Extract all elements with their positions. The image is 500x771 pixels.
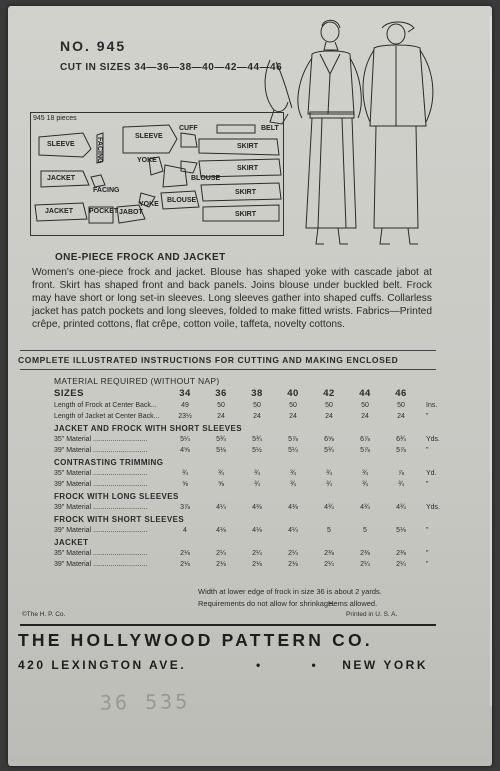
instructions-note: COMPLETE ILLUSTRATED INSTRUCTIONS FOR CUTTING AND MAKING ENCLOSED [18,355,399,365]
row-label: JACKET AND FROCK WITH SHORT SLEEVES [54,424,242,433]
table-cell: 2¼ [396,561,406,568]
row-label: 39" Material ............................ [54,447,148,454]
row-label: Length of Jacket at Center Back... [54,413,160,420]
sizes-row [54,388,444,402]
table-cell: 2¼ [252,550,262,557]
size-cell: 42 [323,388,335,399]
table-cell: 50 [397,402,405,409]
table-cell: 2⅛ [180,550,190,557]
table-cell: 4⅜ [288,504,298,511]
table-group-heading [54,492,444,504]
table-row [54,504,444,515]
table-cell: 5¾ [324,447,334,454]
table-cell: 4⅝ [180,447,190,454]
table-cell: 2¼ [360,561,370,568]
unit-label: " [426,550,429,557]
table-cell: 4⅛ [216,527,226,534]
cut-sizes: CUT IN SIZES 34—36—38—40—42—44—46 [60,62,283,73]
table-cell: 50 [361,402,369,409]
table-cell: 2⅛ [252,561,262,568]
piece-label: BLOUSE [191,175,221,182]
shrinkage-note: Requirements do not allow for shrinkage. [198,599,335,608]
table-group-heading [54,458,444,470]
divider [20,624,436,626]
table-row [54,436,444,447]
table-row [54,447,444,458]
unit-label: Ins. [426,402,438,409]
table-group-heading [54,515,444,527]
company-name: THE HOLLYWOOD PATTERN CO. [18,630,373,650]
printed-in: Printed in U. S. A. [346,611,398,618]
table-cell: 2¼ [216,550,226,557]
table-cell: 23½ [178,413,192,420]
table-cell: 5⅞ [396,447,406,454]
row-label: 35" Material ............................ [54,436,148,443]
table-cell: ¾ [290,481,296,488]
table-row [54,413,444,424]
table-row [54,561,444,572]
table-cell: 4¾ [324,504,334,511]
row-label: JACKET [54,538,89,547]
piece-label: YOKE [139,201,159,208]
table-cell: 5¾ [216,436,226,443]
table-cell: ⅞ [398,470,404,477]
table-cell: 4 [183,527,187,534]
size-cell: 34 [179,388,191,399]
table-group-heading [54,424,444,436]
table-cell: 2⅜ [324,550,334,557]
table-cell: 2⅛ [180,561,190,568]
table-cell: ¾ [326,470,332,477]
piece-label: FACING [96,137,103,164]
piece-label: SLEEVE [135,133,163,140]
piece-label: BLOUSE [167,197,197,204]
table-cell: 24 [397,413,405,420]
pieces-heading: 945 18 pieces [33,115,77,122]
section-title: ONE-PIECE FROCK AND JACKET [55,252,226,263]
table-cell: 5⅛ [216,447,226,454]
unit-label: " [426,527,429,534]
table-cell: 5⅛ [396,527,406,534]
hems-note: Hems allowed. [328,599,378,608]
size-cell: 40 [287,388,299,399]
piece-label: CUFF [179,125,198,132]
row-label: 39" Material ............................ [54,561,148,568]
table-cell: 4¼ [216,504,226,511]
table-cell: 2⅜ [360,550,370,557]
row-label: 35" Material ............................ [54,470,148,477]
piece-label: SKIRT [237,143,258,150]
table-cell: 2⅛ [216,561,226,568]
table-cell: 5 [327,527,331,534]
table-cell: 6⅝ [324,436,334,443]
table-cell: 5¾ [252,436,262,443]
row-label: Length of Frock at Center Back... [54,402,157,409]
table-cell: ¾ [398,481,404,488]
piece-label: FACING [93,187,120,194]
pattern-pieces-diagram [30,112,284,236]
copyright: ©The H. P. Co. [22,611,66,618]
sizes-label: SIZES [54,388,84,399]
address-dots: • • [256,658,340,672]
piece-label: SKIRT [235,211,256,218]
description-text: Women's one-piece frock and jacket. Blouse has shaped yoke with cascade jabot at front. Skirt has shaped front and back panels. Joins blouse under buckled belt. Frock may have short or long set-in sleeves. Long sleeves gather into shaped cuffs. Collarless jacket has patch pockets and long sleeves, folded to make fitted wrists. Fabrics—Printed crêpe, printed cottons, flat crêpe, cotton voile, taffeta, novelty cottons. [32,267,432,330]
piece-label: SKIRT [237,165,258,172]
row-label: FROCK WITH SHORT SLEEVES [54,515,185,524]
row-label: FROCK WITH LONG SLEEVES [54,492,179,501]
pattern-number: NO. 945 [60,38,127,54]
table-cell: 5⅞ [288,436,298,443]
unit-label: " [426,413,429,420]
material-table [54,388,444,572]
table-cell: 5¼ [180,436,190,443]
table-cell: 4¼ [288,527,298,534]
row-label: CONTRASTING TRIMMING [54,458,164,467]
table-cell: 24 [361,413,369,420]
table-cell: ⅝ [182,481,188,488]
table-cell: 5⅞ [360,447,370,454]
table-cell: 4⅛ [252,527,262,534]
piece-label: SKIRT [235,189,256,196]
stamped-number: 36 535 [99,689,191,715]
divider [20,369,436,370]
company-address [18,658,428,672]
table-cell: 5 [363,527,367,534]
unit-label: Yds. [426,436,441,443]
unit-label: Yd. [426,470,437,477]
table-row [54,470,444,481]
table-cell: ¾ [326,481,332,488]
unit-label: Yds. [426,504,441,511]
piece-label: JACKET [45,208,74,215]
table-cell: 4¾ [360,504,370,511]
table-cell: 3⅞ [180,504,190,511]
table-cell: ¾ [362,470,368,477]
size-cell: 46 [395,388,407,399]
piece-label: POCKET [89,208,119,215]
table-row [54,402,444,413]
size-cell: 36 [215,388,227,399]
table-row [54,527,444,538]
table-cell: ¾ [254,470,260,477]
table-cell: 24 [289,413,297,420]
size-cell: 44 [359,388,371,399]
size-cell: 38 [251,388,263,399]
unit-label: " [426,561,429,568]
table-cell: ¾ [254,481,260,488]
fashion-illustration [258,18,458,258]
row-label: 39" Material ............................ [54,504,148,511]
row-label: 39" Material ............................ [54,527,148,534]
table-cell: 24 [325,413,333,420]
piece-label: JABOT [119,209,143,216]
table-cell: ⅝ [218,481,224,488]
table-group-heading [54,538,444,550]
row-label: 39" Material ............................ [54,481,148,488]
piece-label: JACKET [47,175,76,182]
table-cell: ¾ [362,481,368,488]
table-cell: 4¾ [396,504,406,511]
unit-label: " [426,481,429,488]
table-cell: ¾ [182,470,188,477]
table-cell: 2⅛ [288,561,298,568]
table-cell: 24 [253,413,261,420]
table-cell: 6⅞ [360,436,370,443]
unit-label: " [426,447,429,454]
table-cell: ¾ [290,470,296,477]
table-cell: 50 [289,402,297,409]
piece-label: SLEEVE [47,141,75,148]
piece-label: YOKE [137,157,157,164]
table-cell: 50 [217,402,225,409]
table-cell: 49 [181,402,189,409]
table-cell: 6¾ [396,436,406,443]
row-label: 35" Material ............................ [54,550,148,557]
table-row [54,481,444,492]
table-cell: 2⅜ [396,550,406,557]
city: NEW YORK [342,658,428,672]
divider [20,350,436,351]
table-cell: 2¼ [288,550,298,557]
table-row [54,550,444,561]
table-cell: 24 [217,413,225,420]
table-cell: 5½ [252,447,262,454]
table-cell: 5¼ [288,447,298,454]
material-title: MATERIAL REQUIRED (WITHOUT NAP) [54,376,220,386]
table-cell: ¾ [218,470,224,477]
table-cell: 4⅜ [252,504,262,511]
width-note: Width at lower edge of frock in size 36 is about 2 yards. [198,587,382,596]
street-address: 420 LEXINGTON AVE. [18,658,187,672]
table-cell: 50 [253,402,261,409]
table-cell: 2¼ [324,561,334,568]
piece-label: BELT [261,125,279,132]
table-cell: 50 [325,402,333,409]
